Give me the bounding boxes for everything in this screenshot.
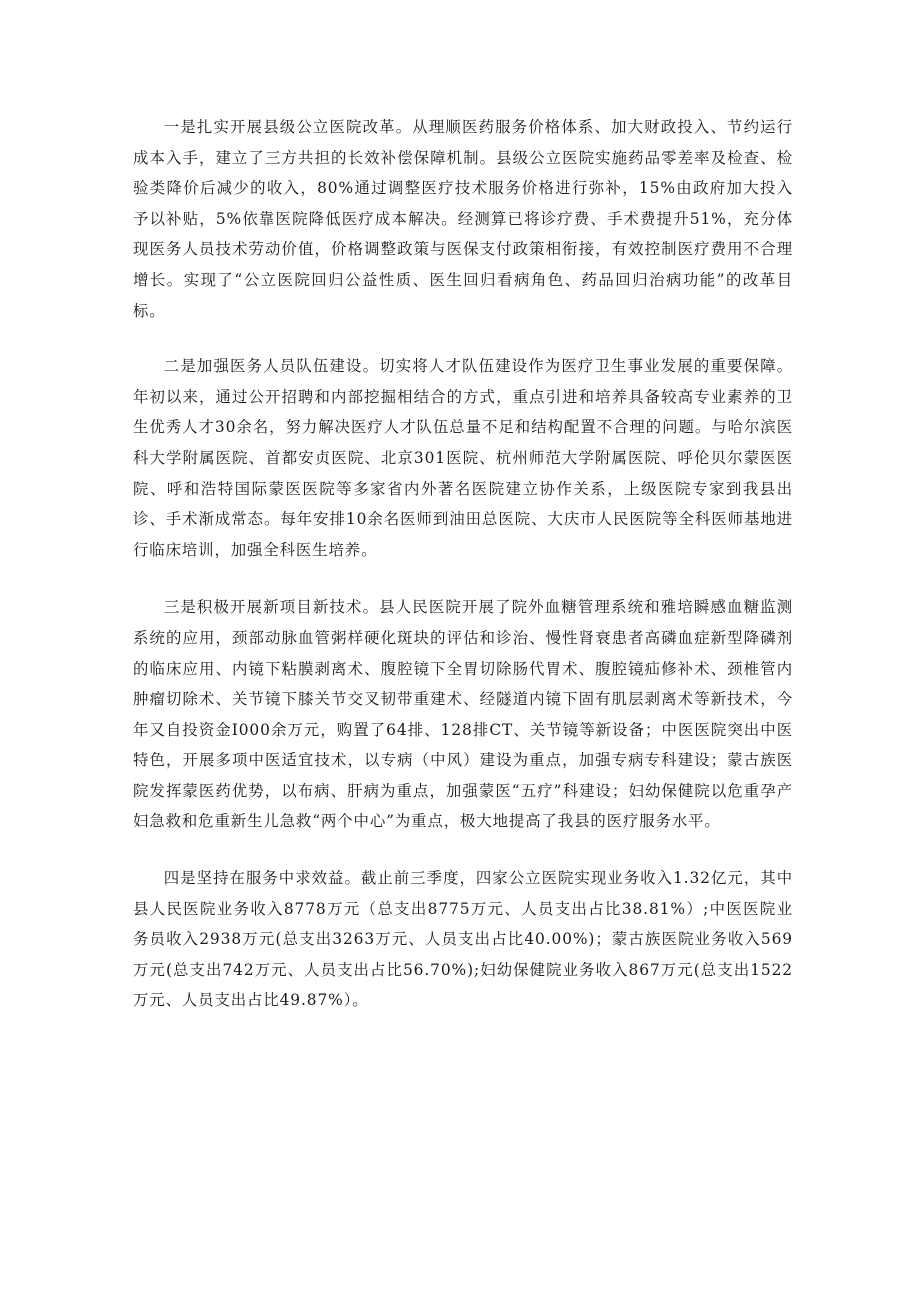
paragraph-staffing: 二是加强医务人员队伍建设。切实将人才队伍建设作为医疗卫生事业发展的重要保障。年初以来，通过公开招聘和内部挖掘相结合的方式，重点引进和培养具备较高专业素养的卫生优秀人才30余名，努力解决医疗人才队伍总量不足和结构配置不合理的问题。与哈尔滨医科大学附属医院、首都安贞医院、北京301医院、杭州师范大学附属医院、呼伦贝尔蒙医医院、呼和浩特国际蒙医医院等多家省内外著名医院建立协作关系，上级医院专家到我县出诊、手术渐成常态。每年安排10余名医师到油田总医院、大庆市人民医院等全科医师基地进行临床培训，加强全科医生培养。: [133, 357, 793, 559]
document-body: [133, 112, 793, 1041]
paragraph-new-technology: 三是积极开展新项目新技术。县人民医院开展了院外血糖管理系统和雅培瞬感血糖监测系统的应用，颈部动脉血管粥样硬化斑块的评估和诊治、慢性肾衰患者高磷血症新型降磷剂的临床应用、内镜下粘膜剥离术、腹腔镜下全胃切除肠代胃术、腹腔镜疝修补术、颈椎管内肿瘤切除术、关节镜下膝关节交叉韧带重建术、经隧道内镜下固有肌层剥离术等新技术，今年又自投资金I000余万元，购置了64排、128排CT、关节镜等新设备；中医医院突出中医特色，开展多项中医适宜技术，以专病（中风）建设为重点，加强专病专科建设；蒙古族医院发挥蒙医药优势，以布病、肝病为重点，加强蒙医“五疗”科建设；妇幼保健院以危重孕产妇急救和危重新生儿急救“两个中心”为重点，极大地提高了我县的医疗服务水平。: [133, 598, 793, 831]
paragraph-reform: 一是扎实开展县级公立医院改革。从理顺医药服务价格体系、加大财政投入、节约运行成本入手，建立了三方共担的长效补偿保障机制。县级公立医院实施药品零差率及检查、检验类降价后减少的收入，80%通过调整医疗技术服务价格进行弥补，15%由政府加大投入予以补贴，5%依靠医院降低医疗成本解决。经测算已将诊疗费、手术费提升51%，充分体现医务人员技术劳动价值，价格调整政策与医保支付政策相衔接，有效控制医疗费用不合理增长。实现了“公立医院回归公益性质、医生回归看病角色、药品回归治病功能”的改革目标。: [133, 118, 793, 320]
paragraph-service-benefits: 四是坚持在服务中求效益。截止前三季度，四家公立医院实现业务收入1.32亿元，其中县人民医院业务收入8778万元（总支出8775万元、人员支出占比38.81%）;中医医院业务员收入2938万元(总支出3263万元、人员支出占比40.00%)；蒙古族医院业务收入569万元(总支出742万元、人员支出占比56.70%);妇幼保健院业务收入867万元(总支出1522万元、人员支出占比49.87%）。: [133, 869, 793, 1010]
